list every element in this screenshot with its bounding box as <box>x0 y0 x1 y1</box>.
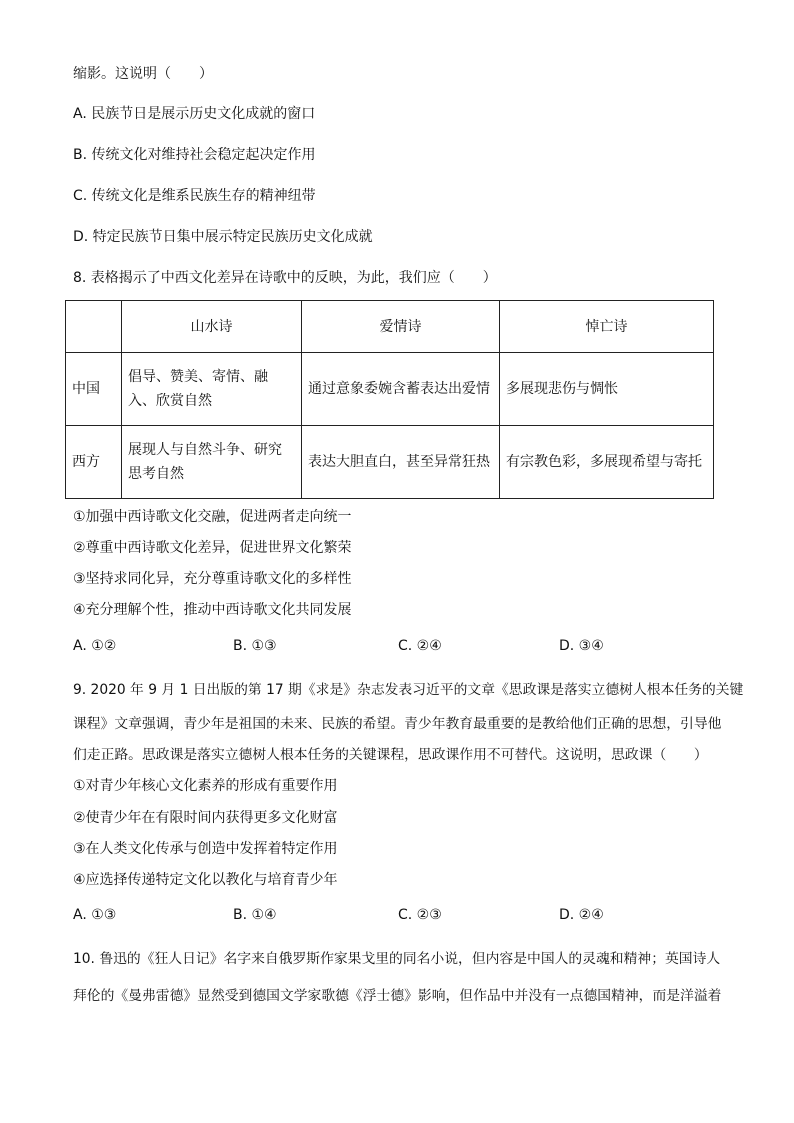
q9-statement-1: ①对青少年核心文化素养的形成有重要作用 <box>73 778 338 794</box>
table-cell: 有宗教色彩，多展现希望与寄托 <box>500 426 714 499</box>
table-row-header: 西方 <box>66 426 122 499</box>
table-header-row <box>66 301 714 353</box>
q8-choice-c: C. ②④ <box>398 638 442 654</box>
q8-stem: 8. 表格揭示了中西文化差异在诗歌中的反映，为此，我们应（ ） <box>73 270 497 286</box>
q8-statement-2: ②尊重中西诗歌文化差异，促进世界文化繁荣 <box>73 540 352 556</box>
q8-statement-4: ④充分理解个性，推动中西诗歌文化共同发展 <box>73 602 352 618</box>
q10-stem-line-1: 10. 鲁迅的《狂人日记》名字来自俄罗斯作家果戈里的同名小说，但内容是中国人的灵魂和精神；英国诗人 <box>73 951 721 967</box>
q9-choice-b: B. ①④ <box>233 907 277 923</box>
q7-option-d: D. 特定民族节日集中展示特定民族历史文化成就 <box>73 229 373 245</box>
q8-statement-1: ①加强中西诗歌文化交融，促进两者走向统一 <box>73 509 352 525</box>
table-header-cell: 悼亡诗 <box>500 301 714 353</box>
q7-option-c: C. 传统文化是维系民族生存的精神纽带 <box>73 188 316 204</box>
q8-statement-3: ③坚持求同化异，充分尊重诗歌文化的多样性 <box>73 571 352 587</box>
q9-stem-line-2: 课程》文章强调，青少年是祖国的未来、民族的希望。青少年教育最重要的是教给他们正确的思想，引导他 <box>73 716 722 732</box>
q9-choices <box>73 905 733 925</box>
q9-choice-d: D. ②④ <box>559 907 604 923</box>
q7-option-a: A. 民族节日是展示历史文化成就的窗口 <box>73 106 316 122</box>
q9-statement-3: ③在人类文化传承与创造中发挥着特定作用 <box>73 841 338 857</box>
q9-choice-c: C. ②③ <box>398 907 442 923</box>
q9-stem-line-3: 们走正路。思政课是落实立德树人根本任务的关键课程，思政课作用不可替代。这说明，思政课（ ） <box>73 747 708 763</box>
q8-choice-b: B. ①③ <box>233 638 277 654</box>
q7-option-b: B. 传统文化对维持社会稳定起决定作用 <box>73 147 316 163</box>
table-cell: 倡导、赞美、寄情、融入、欣赏自然 <box>122 353 302 426</box>
table-header-cell: 爱情诗 <box>302 301 500 353</box>
poetry-comparison-table <box>65 300 714 499</box>
table-cell: 展现人与自然斗争、研究思考自然 <box>122 426 302 499</box>
table-header-cell: 山水诗 <box>122 301 302 353</box>
table-cell: 多展现悲伤与惆怅 <box>500 353 714 426</box>
q9-statement-4: ④应选择传递特定文化以教化与培育青少年 <box>73 872 338 888</box>
table-row <box>66 426 714 499</box>
table-row-header: 中国 <box>66 353 122 426</box>
q8-choice-d: D. ③④ <box>559 638 604 654</box>
q9-stem-line-1: 9. 2020 年 9 月 1 日出版的第 17 期《求是》杂志发表习近平的文章《思政课是落实立德树人根本任务的关键 <box>73 682 744 698</box>
table-header-corner <box>66 301 122 353</box>
q8-choices <box>73 636 733 656</box>
q8-choice-a: A. ①② <box>73 638 117 654</box>
q7-stem-tail: 缩影。这说明（ ） <box>73 66 213 82</box>
table-row <box>66 353 714 426</box>
q9-statement-2: ②使青少年在有限时间内获得更多文化财富 <box>73 810 338 826</box>
table-cell: 表达大胆直白，甚至异常狂热 <box>302 426 500 499</box>
table-cell: 通过意象委婉含蓄表达出爱情 <box>302 353 500 426</box>
q10-stem-line-2: 拜伦的《曼弗雷德》显然受到德国文学家歌德《浮士德》影响，但作品中并没有一点德国精神，而是洋溢着 <box>73 988 722 1004</box>
q9-choice-a: A. ①③ <box>73 907 117 923</box>
